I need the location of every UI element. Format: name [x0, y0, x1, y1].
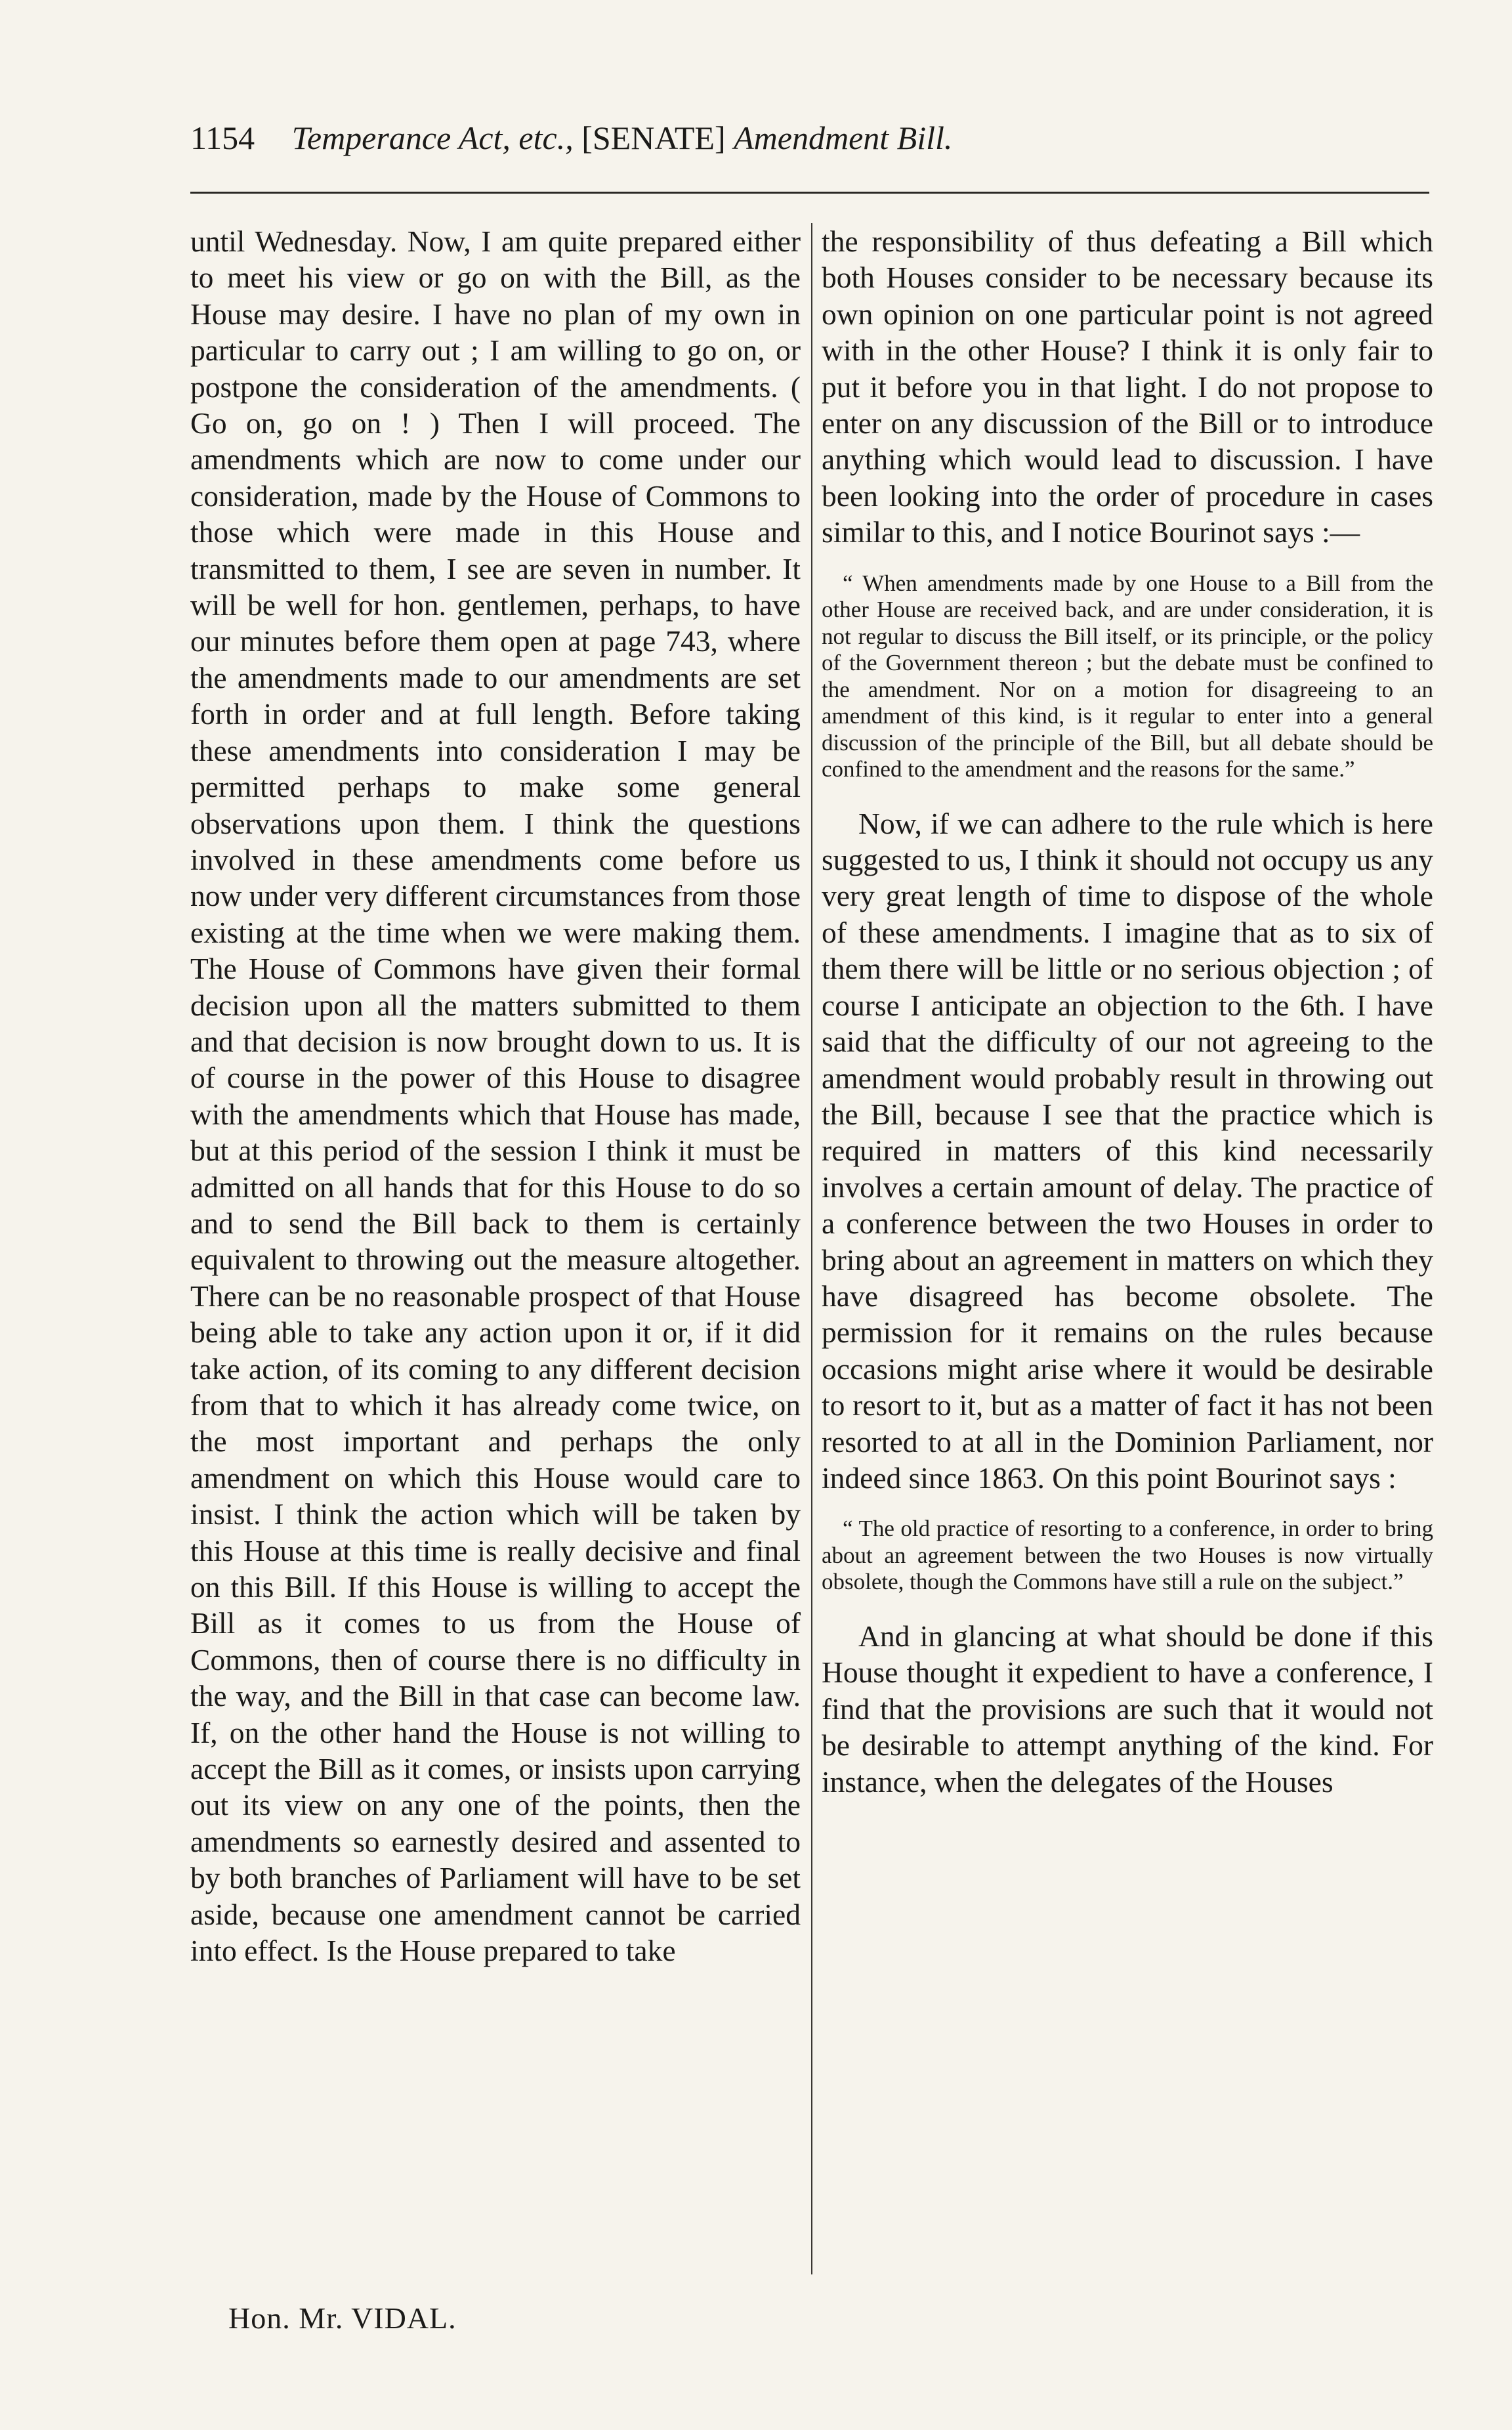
right-paragraph-2: Now, if we can adhere to the rule which is here suggested to us, I think it should not occupy us any very great length of time to dispose of the whole of these amendments. I imagine that as to six of them there will be little or no serious objection ; of course I anticipate an objection to the 6th. I have said that the difficulty of our not agreeing to the amendment would probably result in throwing out the Bill, because I see that the practice which is required in matters of this kind necessarily involves a certain amount of delay. The practice of a conference between the two Houses in order to bring about an agreement in matters on which they have disagreed has become obsolete. The permission for it remains on the rules because occasions might arise where it would be desirable to resort to it, but as a matter of fact it has not been resorted to at all in the Dominion Parliament, nor indeed since 1863. On this point Bourinot says :: [822, 806, 1433, 1495]
column-divider: [811, 223, 812, 2274]
header-title-left: Temperance Act, etc.,: [291, 119, 574, 156]
speaker-footer: Hon. Mr. VIDAL.: [228, 2301, 457, 2335]
bourinot-quote-1: “ When amendments made by one House to a Bill from the other House are received back, and are under consideration, it is not regular to discuss the Bill itself, or its principle, or the policy of the Government thereon ; but the debate must be confined to the amendment. Nor on a motion for disagreeing to an amendment of this kind, is it regular to enter into a general discussion of the principle of the Bill, but all debate should be confined to the amendment and the reasons for the same.”: [822, 570, 1433, 782]
bourinot-quote-2: “ The old practice of resorting to a conference, in order to bring about an agreement between the two Houses is now virtually obsolete, though the Commons have still a rule on the subject.”: [822, 1516, 1433, 1595]
running-header: [190, 118, 952, 158]
header-section: [SENATE]: [581, 119, 726, 156]
right-column: [822, 223, 1433, 1800]
right-paragraph-1: the responsibility of thus defeating a Bill which both Houses consider to be necessary because its own opinion on one particular point is not agreed with in the other House? I think it is only fair to put it before you in that light. I do not propose to enter on any discussion of the Bill or to introduce anything which would lead to discussion. I have been looking into the order of procedure in cases similar to this, and I notice Bourinot says :—: [822, 224, 1433, 549]
page-number: 1154: [190, 119, 255, 156]
left-column: [190, 223, 801, 1969]
header-rule: [190, 192, 1429, 194]
right-paragraph-3: And in glancing at what should be done if this House thought it expedient to have a conference, I find that the provisions are such that it would not be desirable to attempt anything of the kind. For instance, when the delegates of the Houses: [822, 1619, 1433, 1799]
header-title-right: Amendment Bill.: [734, 119, 953, 156]
left-paragraph: until Wednesday. Now, I am quite prepared either to meet his view or go on with the Bill, as the House may desire. I have no plan of my own in particular to carry out ; I am willing to go on, or postpone the consideration of the amendments. ( Go on, go on ! ) Then I will proceed. The amendments which are now to come under our consideration, made by the House of Commons to those which were made in this House and transmitted to them, I see are seven in number. It will be well for hon. gentlemen, perhaps, to have our minutes before them open at page 743, where the amendments made to our amendments are set forth in order and at full length. Before taking these amendments into consideration I may be permitted perhaps to make some general observations upon them. I think the questions involved in these amendments come before us now under very different circumstances from those existing at the time when we were making them. The House of Commons have given their formal decision upon all the matters submitted to them and that decision is now brought down to us. It is of course in the power of this House to disagree with the amendments which that House has made, but at this period of the session I think it must be admitted on all hands that for this House to do so and to send the Bill back to them is certainly equivalent to throwing out the measure altogether. There can be no reasonable prospect of that House being able to take any action upon it or, if it did take action, of its coming to any different decision from that to which it has already come twice, on the most important and perhaps the only amendment on which this House would care to insist. I think the action which will be taken by this House at this time is really decisive and final on this Bill. If this House is willing to accept the Bill as it comes to us from the House of Commons, then of course there is no difficulty in the way, and the Bill in that case can become law. If, on the other hand the House is not willing to accept the Bill as it comes, or insists upon carrying out its view on any one of the points, then the amendments so earnestly desired and assented to by both branches of Parliament will have to be set aside, because one amendment cannot be carried into effect. Is the House prepared to take: [190, 224, 801, 1968]
